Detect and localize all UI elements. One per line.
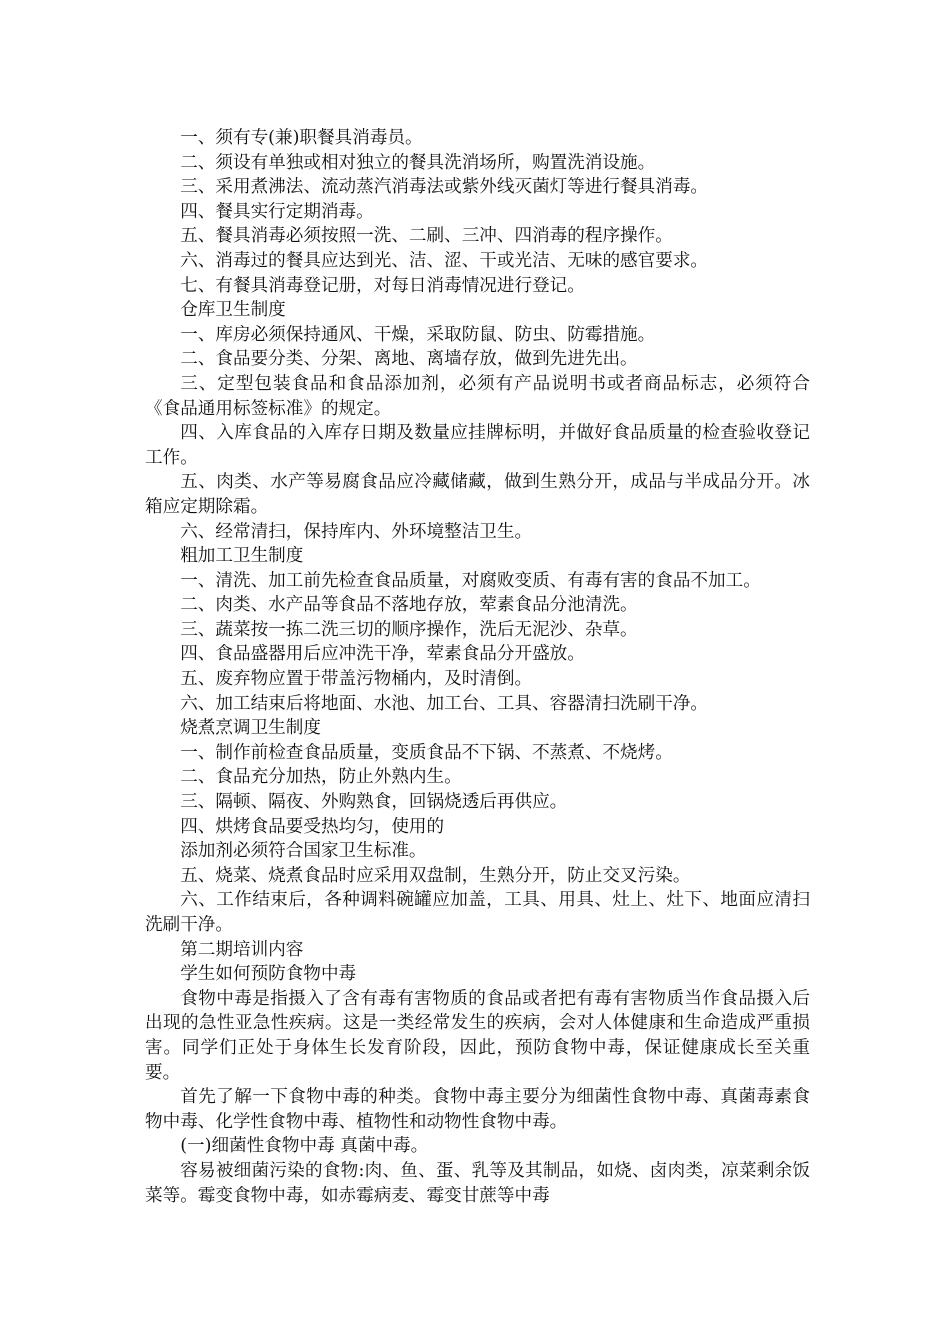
paragraph: 二、食品要分类、分架、离地、离墙存放，做到先进先出。 (180, 349, 638, 370)
paragraph: 五、肉类、水产等易腐食品应冷藏储藏，做到生熟分开，成品与半成品分开。冰箱应定期除霜。 (145, 472, 810, 517)
section-heading: 仓库卫生制度 (180, 300, 286, 321)
document-page (145, 126, 810, 1208)
paragraph: 一、清洗、加工前先检查食品质量，对腐败变质、有毒有害的食品不加工。 (180, 570, 761, 591)
paragraph: 添加剂必须符合国家卫生标准。 (180, 841, 427, 862)
paragraph: 六、工作结束后，各种调料碗罐应加盖，工具、用具、灶上、灶下、地面应清扫洗刷干净。 (145, 890, 810, 935)
paragraph: 一、须有专(兼)职餐具消毒员。 (180, 128, 423, 148)
paragraph: 三、隔顿、隔夜、外购熟食，回锅烧透后再供应。 (180, 792, 568, 813)
section-heading: 学生如何预防食物中毒 (180, 964, 357, 985)
paragraph: 四、入库食品的入库存日期及数量应挂牌标明，并做好食品质量的检查验收登记工作。 (145, 423, 810, 468)
paragraph: 一、制作前检查食品质量，变质食品不下锅、不蒸煮、不烧烤。 (180, 742, 673, 763)
paragraph: 二、须设有单独或相对独立的餐具洗消场所，购置洗消设施。 (180, 152, 656, 173)
paragraph: 五、烧菜、烧煮食品时应采用双盘制，生熟分开，防止交叉污染。 (180, 865, 691, 886)
paragraph: 六、消毒过的餐具应达到光、洁、涩、干或光洁、无味的感官要求。 (180, 250, 709, 271)
section-heading: 烧煮烹调卫生制度 (180, 718, 321, 739)
paragraph: 一、库房必须保持通风、干燥，采取防鼠、防虫、防霉措施。 (180, 324, 656, 345)
paragraph: 首先了解一下食物中毒的种类。食物中毒主要分为细菌性食物中毒、真菌毒素食物中毒、化学性食物中毒、植物性和动物性食物中毒。 (145, 1087, 810, 1132)
paragraph: 三、定型包装食品和食品添加剂，必须有产品说明书或者商品标志，必须符合《食品通用标签标准》的规定。 (145, 373, 810, 419)
paragraph: 三、采用煮沸法、流动蒸汽消毒法或紫外线灭菌灯等进行餐具消毒。 (180, 177, 709, 198)
paragraph: 六、经常清扫，保持库内、外环境整洁卫生。 (180, 521, 533, 542)
paragraph: 二、肉类、水产品等食品不落地存放，荤素食品分池清洗。 (180, 595, 638, 616)
paragraph: (一)细菌性食物中毒 真菌中毒。 (180, 1136, 429, 1157)
paragraph: 容易被细菌污染的食物:肉、鱼、蛋、乳等及其制品，如烧、卤肉类，凉菜剩余饭菜等。霉变食物中毒，如赤霉病麦、霉变甘蔗等中毒 (145, 1160, 810, 1206)
paragraph: 四、烘烤食品要受热均匀，使用的 (180, 816, 445, 837)
section-heading: 第二期培训内容 (180, 939, 304, 960)
paragraph: 食物中毒是指摄入了含有毒有害物质的食品或者把有毒有害物质当作食品摄入后出现的急性亚急性疾病。这是一类经常发生的疾病，会对人体健康和生命造成严重损害。同学们正处于身体生长发育阶段，因此，预防食物中毒，保证健康成长至关重要。 (145, 988, 810, 1083)
paragraph: 六、加工结束后将地面、水池、加工台、工具、容器清扫洗刷干净。 (180, 693, 709, 714)
paragraph: 五、废弃物应置于带盖污物桶内，及时清倒。 (180, 669, 533, 690)
paragraph: 七、有餐具消毒登记册，对每日消毒情况进行登记。 (180, 275, 585, 296)
paragraph: 二、食品充分加热，防止外熟内生。 (180, 767, 462, 788)
paragraph: 五、餐具消毒必须按照一洗、二刷、三冲、四消毒的程序操作。 (180, 226, 673, 247)
paragraph: 三、蔬菜按一拣二洗三切的顺序操作，洗后无泥沙、杂草。 (180, 619, 638, 640)
section-heading: 粗加工卫生制度 (180, 546, 304, 567)
paragraph: 四、餐具实行定期消毒。 (180, 201, 374, 222)
paragraph: 四、食品盛器用后应冲洗干净，荤素食品分开盛放。 (180, 644, 585, 665)
